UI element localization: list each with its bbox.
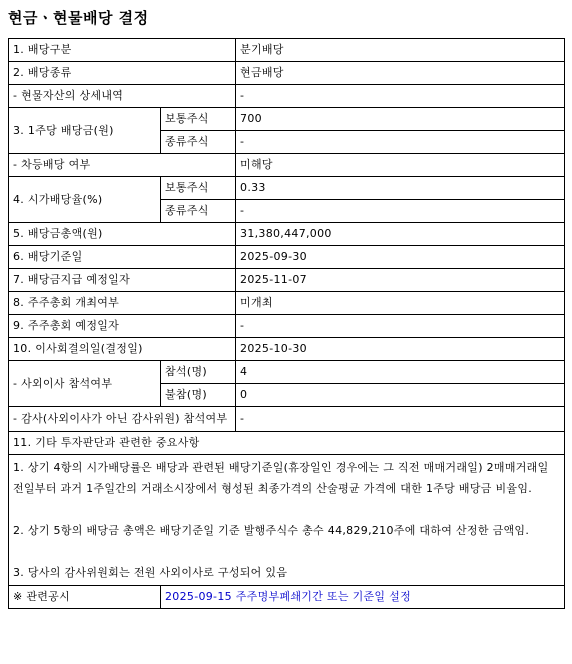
dividend-disclosure-table [8,38,565,609]
table-row [9,154,565,177]
row-value-dividend-type: 분기배당 [236,39,565,62]
row-label-total: 5. 배당금총액(원) [9,223,236,246]
row-label-dividend-type: 1. 배당구분 [9,39,236,62]
note-spacer [13,541,560,562]
note-spacer [13,499,560,520]
related-disclosure-label: ※ 관련공시 [9,586,161,609]
row-label-board-date: 10. 이사회결의일(결정일) [9,338,236,361]
note-paragraph-2: 2. 상기 5항의 배당금 총액은 배당기준일 기준 발행주식수 총수 44,829,210주에 대하여 산정한 금액임. [13,524,530,537]
table-row [9,407,565,432]
table-row [9,338,565,361]
row-label-dps: 3. 1주당 배당금(원) [9,108,161,154]
row-label-record-date: 6. 배당기준일 [9,246,236,269]
table-row [9,223,565,246]
table-row [9,108,565,131]
row-value-yield-class: - [236,200,565,223]
sub-label-absent: 불참(명) [161,384,236,407]
row-label-yield: 4. 시가배당율(%) [9,177,161,223]
row-value-record-date: 2025-09-30 [236,246,565,269]
sub-label-yield-class: 종류주식 [161,200,236,223]
other-matters-heading: 11. 기타 투자판단과 관련한 중요사항 [9,432,565,455]
table-row [9,586,565,609]
row-value-board-date: 2025-10-30 [236,338,565,361]
row-value-differential: 미해당 [236,154,565,177]
row-value-payment-date: 2025-11-07 [236,269,565,292]
page-title: 현금ㆍ현물배당 결정 [8,9,149,27]
other-matters-notes [9,455,565,586]
row-label-agm-held: 8. 주주총회 개최여부 [9,292,236,315]
sub-label-dps-class: 종류주식 [161,131,236,154]
row-value-present: 4 [236,361,565,384]
note-paragraph-3: 3. 당사의 감사위원회는 전원 사외이사로 구성되어 있음 [13,566,288,579]
row-value-agm-held: 미개최 [236,292,565,315]
table-row [9,455,565,586]
table-row [9,85,565,108]
related-disclosure-cell [161,586,565,609]
row-label-differential: - 차등배당 여부 [9,154,236,177]
row-value-auditor: - [236,407,565,432]
row-label-auditor: - 감사(사외이사가 아닌 감사위원) 참석여부 [9,407,236,432]
table-row [9,315,565,338]
table-row [9,246,565,269]
row-value-dps-class: - [236,131,565,154]
row-value-total: 31,380,447,000 [236,223,565,246]
sub-label-dps-common: 보통주식 [161,108,236,131]
row-label-outside-directors: - 사외이사 참석여부 [9,361,161,407]
row-label-agm-date: 9. 주주총회 예정일자 [9,315,236,338]
table-row [9,361,565,384]
row-value-agm-date: - [236,315,565,338]
table-row [9,177,565,200]
table-row [9,62,565,85]
sub-label-present: 참석(명) [161,361,236,384]
row-label-payment-date: 7. 배당금지급 예정일자 [9,269,236,292]
table-row [9,269,565,292]
row-value-absent: 0 [236,384,565,407]
row-label-dividend-kind: 2. 배당종류 [9,62,236,85]
table-row [9,292,565,315]
row-label-in-kind-detail: - 현물자산의 상세내역 [9,85,236,108]
table-row [9,39,565,62]
row-value-dps-common: 700 [236,108,565,131]
table-row [9,432,565,455]
row-value-yield-common: 0.33 [236,177,565,200]
note-paragraph-1: 1. 상기 4항의 시가배당률은 배당과 관련된 배당기준일(휴장일인 경우에는 그 직전 매매거래일) 2매매거래일 전일부터 과거 1주일간의 거래소시장에서 형성된 최종가격의 산술평균 가격에 대한 1주당 배당금 비율임. [13,461,549,495]
related-disclosure-link[interactable]: 2025-09-15 주주명부폐쇄기간 또는 기준일 설정 [165,590,412,603]
row-value-dividend-kind: 현금배당 [236,62,565,85]
row-value-in-kind-detail: - [236,85,565,108]
sub-label-yield-common: 보통주식 [161,177,236,200]
